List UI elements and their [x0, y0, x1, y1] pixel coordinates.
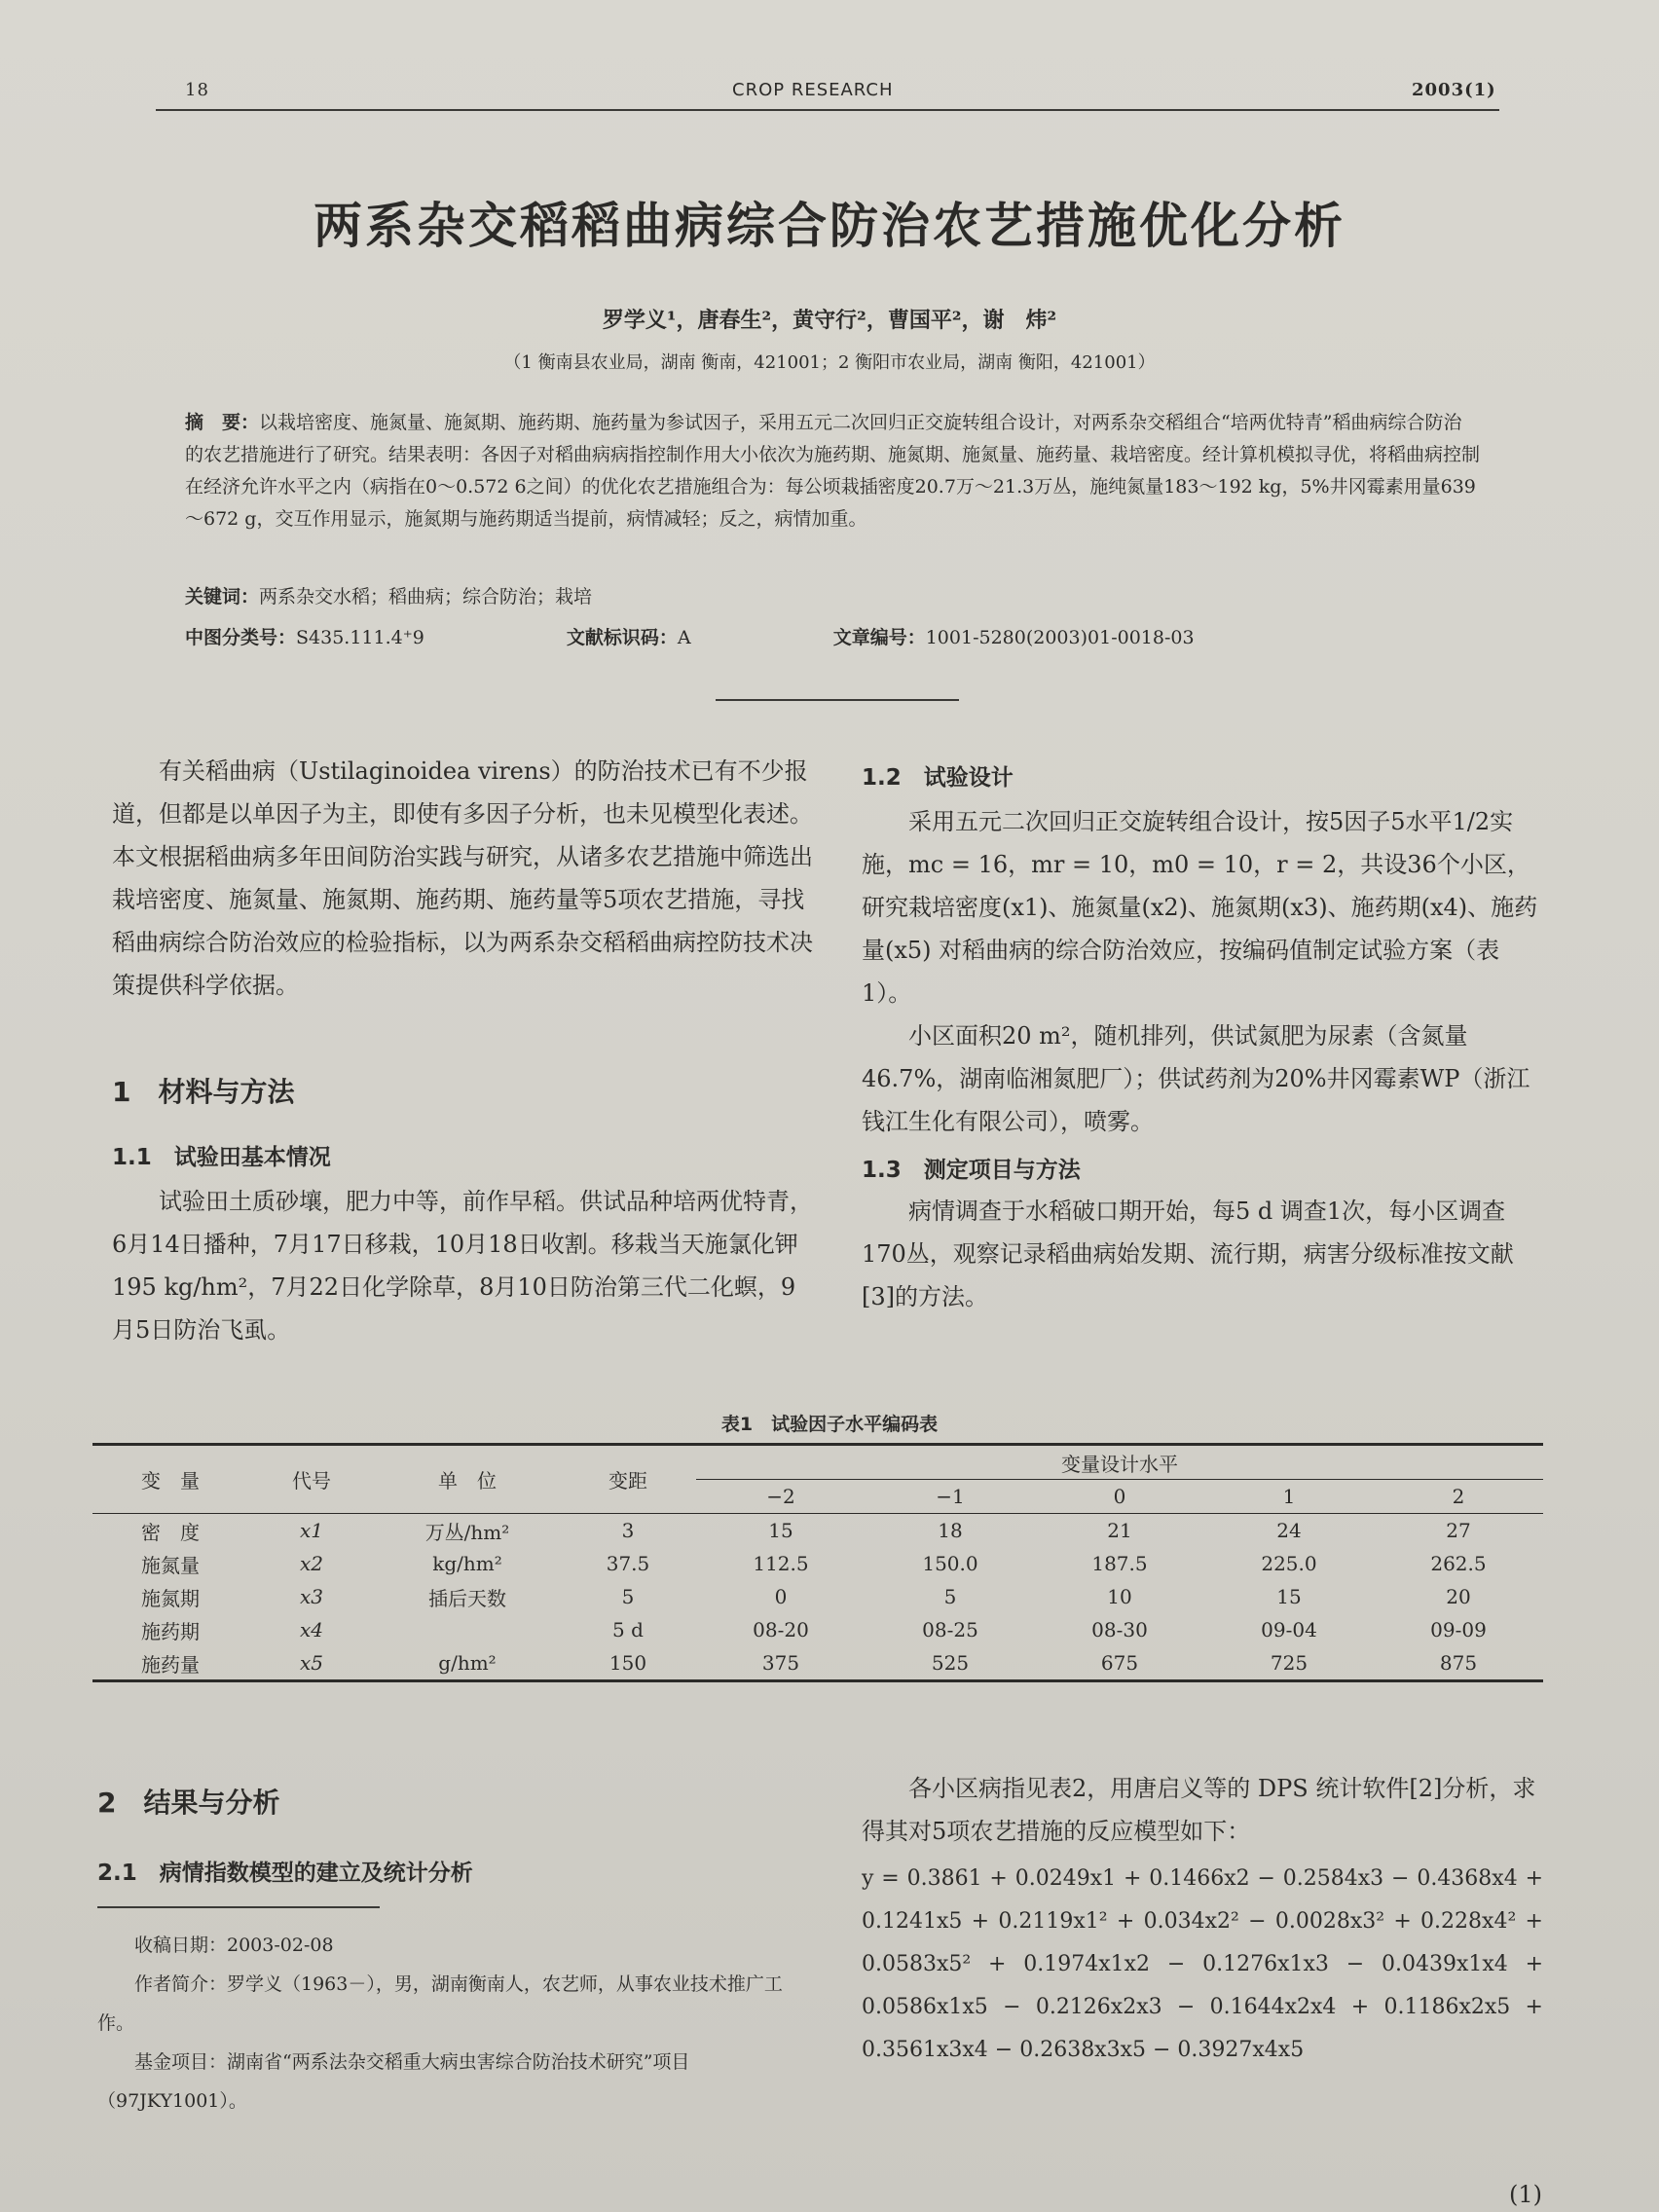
cell-code: x4: [299, 1618, 323, 1641]
intro-text: 有关稻曲病（Ustilaginoidea virens）的防治技术已有不少报道，但都是以单因子为主，即使有多因子分析，也未见模型化表述。本文根据稻曲病多年田间防治实践与研究，从诸多农艺措施中筛选出栽培密度、施氮量、施氮期、施药期、施药量等5项农艺措施，寻找稻曲病综合防治效应的检验指标，以为两系杂交稻稻曲病控防技术决策提供科学依据。: [112, 757, 813, 999]
keywords-label: 关键词：: [185, 586, 260, 608]
level-header: 1: [1282, 1485, 1296, 1508]
cell-value: 20: [1446, 1585, 1471, 1608]
level-header: −1: [936, 1485, 965, 1508]
cell-value: 15: [768, 1519, 793, 1542]
table-row: [92, 1646, 1543, 1681]
col-header-unit: 单 位: [438, 1469, 497, 1493]
doc-code-label: 文献标识码：: [566, 627, 678, 648]
cell-value: 112.5: [753, 1552, 809, 1575]
separator-rule: [716, 699, 959, 701]
article-no-label: 文章编号：: [832, 627, 926, 648]
cell-value: 875: [1439, 1651, 1478, 1675]
cell-value: 375: [761, 1651, 800, 1675]
section-1-2-text: 采用五元二次回归正交旋转组合设计，按5因子5水平1/2实施，mc = 16，mr = 10，m0 = 10，r = 2，共设36个小区，研究栽培密度(x1)、施氮量(x2)、施氮期(x3)、施药期(x4)、施药量(x5) 对稻曲病的综合防治效应，按编码值制定试验方案（表1）。: [862, 808, 1538, 1007]
cell-var: 密 度: [141, 1520, 200, 1544]
cell-unit: 插后天数: [428, 1586, 506, 1610]
cell-value: 09-04: [1261, 1618, 1317, 1641]
cell-value: 525: [931, 1651, 970, 1675]
col-header-code: 代号: [292, 1469, 331, 1493]
cell-unit: g/hm²: [438, 1651, 497, 1675]
keywords-text: 两系杂交水稻；稻曲病；综合防治；栽培: [259, 586, 593, 608]
page-number: 18: [185, 80, 209, 100]
cell-value: 08-20: [753, 1618, 809, 1641]
footnote-rule: [97, 1906, 380, 1908]
received-date: 收稿日期：2003-02-08: [134, 1935, 334, 1956]
cell-range: 5: [621, 1585, 635, 1608]
section-1-2-heading: 1.2 试验设计: [862, 765, 1014, 791]
cell-var: 施药期: [141, 1619, 200, 1643]
header-rule: [156, 109, 1499, 111]
table-row: [92, 1580, 1543, 1613]
abstract: [185, 407, 1480, 535]
cell-var: 施药量: [141, 1652, 200, 1677]
cell-value: 09-09: [1430, 1618, 1487, 1641]
cell-value: 675: [1100, 1651, 1139, 1675]
abstract-label: 摘 要：: [185, 412, 260, 433]
section-1-1-text: 试验田土质砂壤，肥力中等，前作早稻。供试品种培两优特青，6月14日播种，7月17日移栽，10月18日收割。移栽当天施氯化钾195 kg/hm²，7月22日化学除草，8月10日防治第三代二化螟，9月5日防治飞虱。: [112, 1188, 813, 1344]
col-header-variable: 变 量: [141, 1469, 200, 1493]
intro-paragraph: [112, 750, 813, 1007]
cell-value: 08-30: [1091, 1618, 1148, 1641]
keywords: [185, 582, 1480, 608]
cell-value: 225.0: [1261, 1552, 1317, 1575]
section-2-heading: 2 结果与分析: [97, 1787, 280, 1819]
cell-code: x3: [299, 1585, 323, 1608]
footnotes: [97, 1926, 818, 2120]
section-1-3-body: [862, 1190, 1543, 1318]
cell-value: 262.5: [1430, 1552, 1487, 1575]
cell-value: 08-25: [922, 1618, 978, 1641]
cell-code: x2: [299, 1552, 323, 1575]
author-bio: 作者简介：罗学义（1963－），男，湖南衡南人，农艺师，从事农业技术推广工作。: [97, 1973, 783, 2034]
cell-code: x5: [299, 1651, 323, 1675]
cell-value: 725: [1270, 1651, 1309, 1675]
cell-value: 5: [943, 1585, 957, 1608]
section-1-2-body: [862, 800, 1543, 1143]
cell-var: 施氮期: [141, 1586, 200, 1610]
section-1-1-body: [112, 1180, 813, 1351]
section-2-body: [862, 1767, 1543, 1853]
section-1-3-text: 病情调查于水稻破口期开始，每5 d 调查1次，每小区调查170丛，观察记录稻曲病始发期、流行期，病害分级标准按文献[3]的方法。: [862, 1198, 1514, 1310]
doc-code-field: [567, 623, 759, 649]
cell-range: 37.5: [606, 1552, 650, 1575]
cell-var: 施氮量: [141, 1553, 200, 1577]
cell-value: 10: [1107, 1585, 1132, 1608]
article-title: 两系杂交稻稻曲病综合防治农艺措施优化分析: [313, 198, 1346, 254]
cell-value: 21: [1107, 1519, 1132, 1542]
issue-label: 2003(1): [1412, 80, 1496, 100]
cell-value: 187.5: [1091, 1552, 1148, 1575]
cell-value: 18: [938, 1519, 963, 1542]
section-1-1-heading: 1.1 试验田基本情况: [112, 1145, 331, 1170]
authors: 罗学义¹，唐春生²，黄守行²，曹国平²，谢 炜²: [602, 308, 1057, 333]
article-no-field: [833, 623, 1263, 649]
cell-range: 5 d: [612, 1618, 644, 1641]
abstract-text: 以栽培密度、施氮量、施氮期、施药期、施药量为参试因子，采用五元二次回归正交旋转组合设计，对两系杂交稻组合“培两优特青”稻曲病综合防治的农艺措施进行了研究。结果表明：各因子对稻曲病病指控制作用大小依次为施药期、施氮期、施氮量、施药量、栽培密度。经计算机模拟寻优，将稻曲病控制在经济允许水平之内（病指在0～0.572 6之间）的优化农艺措施组合为：每公顷栽插密度20.7万～21.3万丛，施纯氮量183～192 kg，5%井冈霉素用量639～672 g，交互作用显示，施氮期与施药期适当提前，病情减轻；反之，病情加重。: [185, 412, 1481, 530]
clc-value: S435.111.4⁺9: [296, 627, 424, 648]
cell-range: 150: [608, 1651, 647, 1675]
classification-line: [185, 623, 1480, 649]
level-header: 0: [1113, 1485, 1126, 1508]
cell-range: 3: [621, 1519, 635, 1542]
section-1-heading: 1 材料与方法: [112, 1076, 295, 1108]
cell-value: 0: [774, 1585, 788, 1608]
section-1-2-text2: 小区面积20 m²，随机排列，供试氮肥为尿素（含氮量46.7%，湖南临湘氮肥厂）；供试药剂为20%井冈霉素WP（浙江钱江生化有限公司），喷雾。: [862, 1022, 1530, 1135]
doc-code-value: A: [677, 627, 691, 648]
cell-unit: [375, 1613, 560, 1646]
level-header: 2: [1452, 1485, 1465, 1508]
col-header-levels: 变量设计水平: [696, 1445, 1543, 1480]
fund-note: 基金项目：湖南省“两系法杂交稻重大病虫害综合防治技术研究”项目（97JKY1001）。: [97, 2051, 690, 2112]
section-1-3-heading: 1.3 测定项目与方法: [862, 1158, 1081, 1183]
cell-value: 27: [1446, 1519, 1471, 1542]
col-header-range: 变距: [608, 1469, 647, 1493]
level-header: −2: [766, 1485, 795, 1508]
table-1-title: 表1 试验因子水平编码表: [720, 1414, 939, 1435]
clc-label: 中图分类号：: [185, 627, 297, 648]
table-header-row: [92, 1445, 1543, 1480]
journal-name: CROP RESEARCH: [732, 80, 894, 100]
clc-field: [185, 623, 493, 649]
regression-equation: y = 0.3861 + 0.0249x1 + 0.1466x2 − 0.2584x3 − 0.4368x4 + 0.1241x5 + 0.2119x1² + 0.034x2² − 0.0028x3² + 0.228x4² + 0.0583x5² + 0.1974x1x2 − 0.1276x1x3 − 0.0439x1x4 + 0.0586x1x5 − 0.2126x2x3 − 0.1644x2x4 + 0.1186x2x5 + 0.3561x3x4 − 0.2638x3x5 − 0.3927x4x5: [862, 1866, 1543, 2062]
article-no-value: 1001-5280(2003)01-0018-03: [925, 627, 1195, 648]
cell-unit: 万丛/hm²: [424, 1520, 510, 1544]
cell-value: 150.0: [922, 1552, 978, 1575]
section-2-1-heading: 2.1 病情指数模型的建立及统计分析: [97, 1861, 473, 1886]
table-row: [92, 1613, 1543, 1646]
table-row: [92, 1514, 1543, 1548]
cell-value: 15: [1276, 1585, 1302, 1608]
table-row: [92, 1547, 1543, 1580]
cell-unit: kg/hm²: [432, 1552, 502, 1575]
equation-number: (1): [1509, 2181, 1542, 2208]
table-1: [92, 1443, 1543, 1682]
cell-code: x1: [299, 1519, 323, 1542]
section-2-text: 各小区病指见表2，用唐启义等的 DPS 统计软件[2]分析，求得其对5项农艺措施的反应模型如下：: [862, 1775, 1536, 1845]
cell-value: 24: [1276, 1519, 1302, 1542]
affiliations: （1 衡南县农业局，湖南 衡南，421001；2 衡阳市农业局，湖南 衡阳，421001）: [503, 352, 1156, 373]
